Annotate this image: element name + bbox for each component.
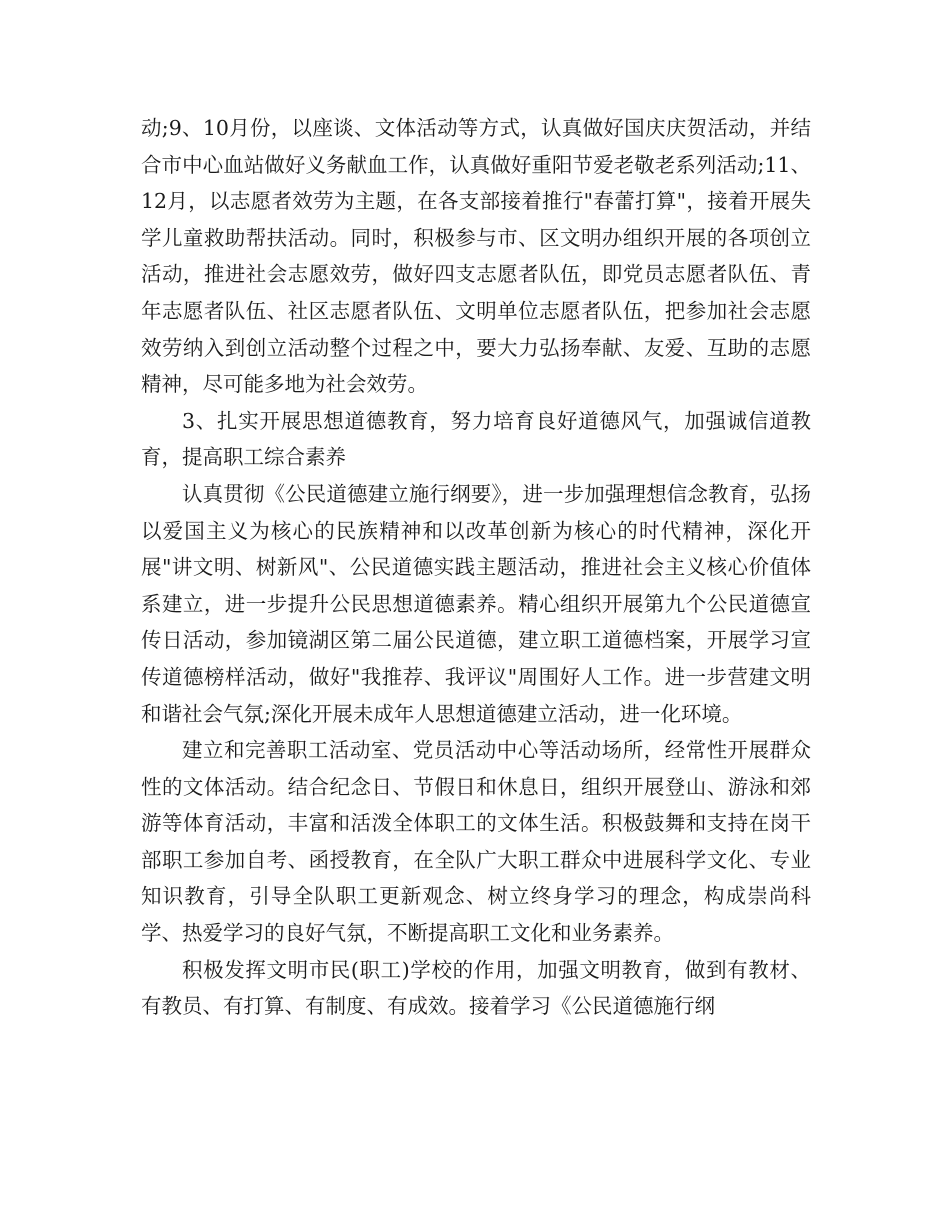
paragraph-4: 建立和完善职工活动室、党员活动中心等活动场所，经常性开展群众性的文体活动。结合纪念日、节假日和休息日，组织开展登山、游泳和郊游等体育活动，丰富和活泼全体职工的文体生活。积极鼓舞和支持在岗干部职工参加自考、函授教育，在全队广大职工群众中进展科学文化、专业知识教育，引导全队职工更新观念、树立终身学习的理念，构成崇尚科学、热爱学习的良好气氛，不断提高职工文化和业务素养。 — [141, 738, 811, 946]
paragraph-3: 认真贯彻《公民道德建立施行纲要》，进一步加强理想信念教育，弘扬以爱国主义为核心的民族精神和以改革创新为核心的时代精神，深化开展"讲文明、树新风"、公民道德实践主题活动，推进社会主义核心价值体系建立，进一步提升公民思想道德素养。精心组织开展第九个公民道德宣传日活动，参加镜湖区第二届公民道德，建立职工道德档案，开展学习宣传道德榜样活动，做好"我推荐、我评议"周围好人工作。进一步营建文明和谐社会气氛;深化开展未成年人思想道德建立活动，进一化环境。 — [141, 481, 811, 726]
document-body — [141, 110, 811, 1025]
paragraph-1: 动;9、10月份，以座谈、文体活动等方式，认真做好国庆庆贺活动，并结合市中心血站做好义务献血工作，认真做好重阳节爱老敬老系列活动;11、12月，以志愿者效劳为主题，在各支部接着推行"春蕾打算"，接着开展失学儿童救助帮扶活动。同时，积极参与市、区文明办组织开展的各项创立活动，推进社会志愿效劳，做好四支志愿者队伍，即党员志愿者队伍、青年志愿者队伍、社区志愿者队伍、文明单位志愿者队伍，把参加社会志愿效劳纳入到创立活动整个过程之中，要大力弘扬奉献、友爱、互助的志愿精神，尽可能多地为社会效劳。 — [141, 116, 811, 397]
paragraph-5: 积极发挥文明市民(职工)学校的作用，加强文明教育，做到有教材、有教员、有打算、有制度、有成效。接着学习《公民道德施行纲 — [141, 957, 811, 1019]
paragraph-2-heading: 3、扎实开展思想道德教育，努力培育良好道德风气，加强诚信道教育，提高职工综合素养 — [141, 408, 811, 470]
